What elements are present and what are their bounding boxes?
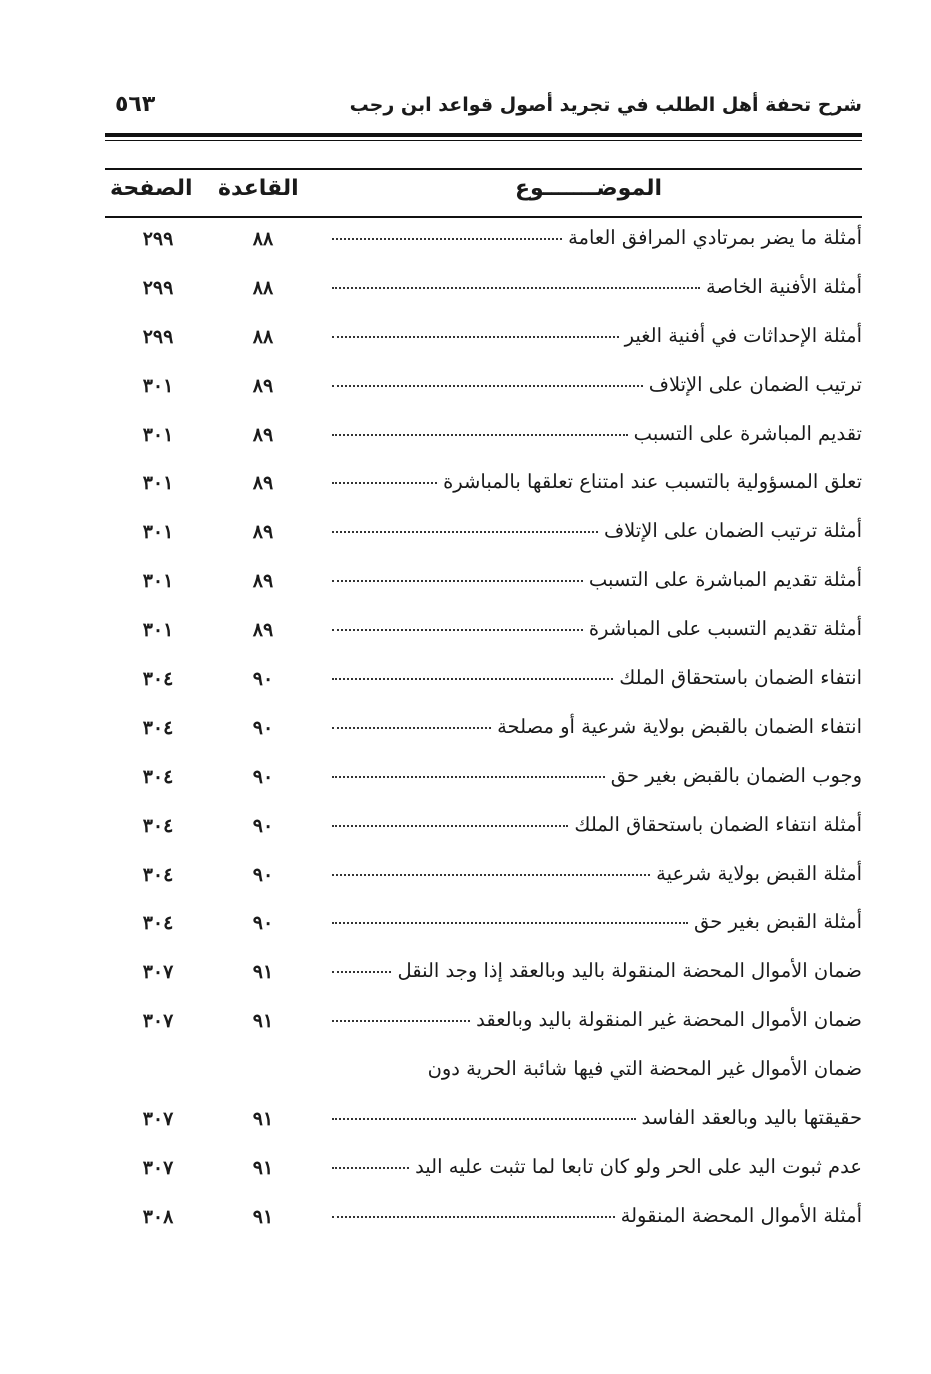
- index-row: [105, 660, 862, 709]
- dot-leader: [332, 726, 491, 729]
- header-rule-thick: [105, 133, 862, 137]
- index-page-number: ٣٠١: [142, 472, 174, 495]
- dot-leader: [332, 873, 650, 876]
- index-topic-text: أمثلة تقديم التسبب على المباشرة: [588, 617, 862, 641]
- index-table: [105, 220, 862, 1247]
- column-header-page: الصفحة: [110, 176, 193, 201]
- index-topic: [332, 1204, 862, 1227]
- index-row: [105, 953, 862, 1002]
- index-row: [105, 856, 862, 905]
- index-topic: [332, 519, 862, 542]
- index-page-number: ٣٠٧: [142, 1010, 174, 1033]
- index-row: [105, 904, 862, 953]
- index-rule-number: ٨٩: [252, 521, 274, 544]
- header-rule-thin: [105, 140, 862, 141]
- index-topic: [332, 715, 862, 738]
- index-rule-number: ٨٨: [252, 228, 274, 250]
- dot-leader: [332, 481, 437, 484]
- index-topic-text: ترتيب الضمان على الإتلاف: [648, 372, 862, 396]
- index-topic-text: ضمان الأموال المحضة المنقولة باليد وبالعقد إذا وجد النقل: [397, 959, 862, 983]
- index-page-number: ٢٩٩: [142, 228, 174, 250]
- running-head: [105, 92, 862, 126]
- dot-leader: [332, 433, 628, 436]
- index-rule-number: ٩٠: [252, 814, 274, 837]
- index-page-number: ٣٠١: [142, 570, 174, 593]
- page-number: ٥٦٣: [115, 92, 156, 117]
- column-header-bottom-rule: [105, 216, 862, 218]
- index-row: [105, 1149, 862, 1198]
- index-rule-number: ٨٨: [252, 325, 274, 348]
- index-rule-number: ٨٨: [252, 276, 274, 299]
- index-page-number: ٣٠١: [142, 521, 174, 544]
- index-row: [105, 758, 862, 807]
- index-rule-number: ٩٠: [252, 912, 274, 935]
- index-topic: [332, 1057, 862, 1080]
- index-topic: [332, 226, 862, 249]
- index-row: [105, 807, 862, 856]
- index-page-number: ٣٠١: [142, 374, 174, 397]
- index-topic-text: تقديم المباشرة على التسبب: [633, 421, 862, 445]
- index-topic: [332, 764, 862, 787]
- dot-leader: [332, 1019, 470, 1022]
- index-rule-number: ٩٠: [252, 765, 274, 788]
- index-row: [105, 1002, 862, 1051]
- index-page-number: ٣٠٤: [142, 863, 174, 886]
- index-page-number: ٣٠١: [142, 423, 174, 446]
- index-topic: [332, 1008, 862, 1031]
- index-rule-number: ٩١: [252, 1205, 274, 1228]
- dot-leader: [332, 530, 598, 533]
- index-rule-number: ٨٩: [252, 619, 274, 642]
- index-topic-text: أمثلة تقديم المباشرة على التسبب: [588, 568, 862, 592]
- index-rule-number: ٩١: [252, 961, 274, 984]
- index-rule-number: ٩١: [252, 1010, 274, 1033]
- index-row: [105, 220, 862, 269]
- index-row: [105, 1051, 862, 1100]
- index-page-number: ٣٠٤: [142, 668, 174, 691]
- dot-leader: [332, 335, 619, 338]
- index-rule-number: ٨٩: [252, 374, 274, 397]
- index-topic-text: تعلق المسؤولية بالتسبب عند امتناع تعلقها بالمباشرة: [443, 470, 862, 494]
- index-row: [105, 709, 862, 758]
- index-topic-text: انتفاء الضمان باستحقاق الملك: [619, 666, 862, 690]
- index-row: [105, 611, 862, 660]
- index-row: [105, 269, 862, 318]
- index-row: [105, 1100, 862, 1149]
- index-topic-text: انتفاء الضمان بالقبض بولاية شرعية أو مصلحة: [497, 714, 862, 738]
- index-topic: [332, 1106, 862, 1129]
- index-row: [105, 1198, 862, 1247]
- index-row: [105, 416, 862, 465]
- index-page-number: ٢٩٩: [142, 276, 174, 299]
- dot-leader: [332, 824, 568, 827]
- index-rule-number: ٨٩: [252, 472, 274, 495]
- index-rule-number: ٩٠: [252, 863, 274, 886]
- index-row: [105, 318, 862, 367]
- index-page-number: ٣٠٧: [142, 1156, 174, 1179]
- index-topic: [332, 422, 862, 445]
- index-topic-text: أمثلة انتفاء الضمان باستحقاق الملك: [574, 812, 862, 836]
- column-headers: [105, 174, 862, 214]
- dot-leader: [332, 1117, 636, 1120]
- index-page-number: ٣٠٤: [142, 814, 174, 837]
- index-topic-text: حقيقتها باليد وبالعقد الفاسد: [641, 1106, 862, 1130]
- dot-leader: [332, 384, 643, 387]
- dot-leader: [332, 1166, 409, 1169]
- dot-leader: [332, 579, 583, 582]
- index-topic-text: أمثلة القبض بغير حق: [693, 910, 862, 934]
- column-header-topic: الموضـــــــوع: [514, 176, 662, 201]
- index-topic: [332, 1155, 862, 1178]
- index-row: [105, 367, 862, 416]
- index-page-number: ٢٩٩: [142, 325, 174, 348]
- index-topic-text: عدم ثبوت اليد على الحر ولو كان تابعا لما تثبت عليه اليد: [415, 1154, 862, 1178]
- index-topic: [332, 959, 862, 982]
- book-title: شرح تحفة أهل الطلب في تجريد أصول قواعد ابن رجب: [349, 94, 862, 116]
- index-rule-number: ٨٩: [252, 423, 274, 446]
- index-topic-text: أمثلة القبض بولاية شرعية: [656, 861, 862, 885]
- index-topic: [332, 666, 862, 689]
- dot-leader: [332, 970, 391, 973]
- index-topic-text: أمثلة الإحداثات في أفنية الغير: [624, 323, 862, 347]
- index-page-number: ٣٠٤: [142, 716, 174, 739]
- index-topic-text: ضمان الأموال غير المحضة التي فيها شائبة الحرية دون: [427, 1057, 862, 1081]
- index-rule-number: ٩٠: [252, 716, 274, 739]
- index-rule-number: ٨٩: [252, 570, 274, 593]
- index-topic-text: ضمان الأموال المحضة غير المنقولة باليد وبالعقد: [476, 1008, 862, 1032]
- index-topic-text: وجوب الضمان بالقبض بغير حق: [610, 763, 862, 787]
- index-topic: [332, 324, 862, 347]
- index-topic-text: أمثلة ترتيب الضمان على الإتلاف: [603, 519, 862, 543]
- dot-leader: [332, 1215, 615, 1218]
- index-rule-number: ٩١: [252, 1108, 274, 1131]
- index-topic: [332, 470, 862, 493]
- index-page-number: ٣٠١: [142, 619, 174, 642]
- index-rule-number: ٩١: [252, 1156, 274, 1179]
- index-page-number: ٣٠٤: [142, 765, 174, 788]
- index-topic-text: أمثلة الأموال المحضة المنقولة: [620, 1203, 862, 1227]
- dot-leader: [332, 237, 562, 240]
- index-rule-number: ٩٠: [252, 668, 274, 691]
- column-header-top-rule: [105, 168, 862, 170]
- index-topic: [332, 568, 862, 591]
- dot-leader: [332, 677, 613, 680]
- index-page-number: ٣٠٧: [142, 1108, 174, 1131]
- index-page-number: ٣٠٨: [142, 1205, 174, 1228]
- index-topic-text: أمثلة الأفنية الخاصة: [705, 274, 862, 298]
- index-row: [105, 513, 862, 562]
- index-topic: [332, 862, 862, 885]
- index-topic: [332, 275, 862, 298]
- index-page-number: ٣٠٤: [142, 912, 174, 935]
- index-row: [105, 562, 862, 611]
- dot-leader: [332, 921, 688, 924]
- dot-leader: [332, 286, 700, 289]
- dot-leader: [332, 775, 605, 778]
- index-page-number: ٣٠٧: [142, 961, 174, 984]
- index-row: [105, 464, 862, 513]
- index-topic: [332, 910, 862, 933]
- index-topic-text: أمثلة ما يضر بمرتادي المرافق العامة: [568, 226, 862, 249]
- index-topic: [332, 813, 862, 836]
- index-topic: [332, 373, 862, 396]
- column-header-rule: القاعدة: [218, 176, 299, 201]
- dot-leader: [332, 628, 583, 631]
- index-topic: [332, 617, 862, 640]
